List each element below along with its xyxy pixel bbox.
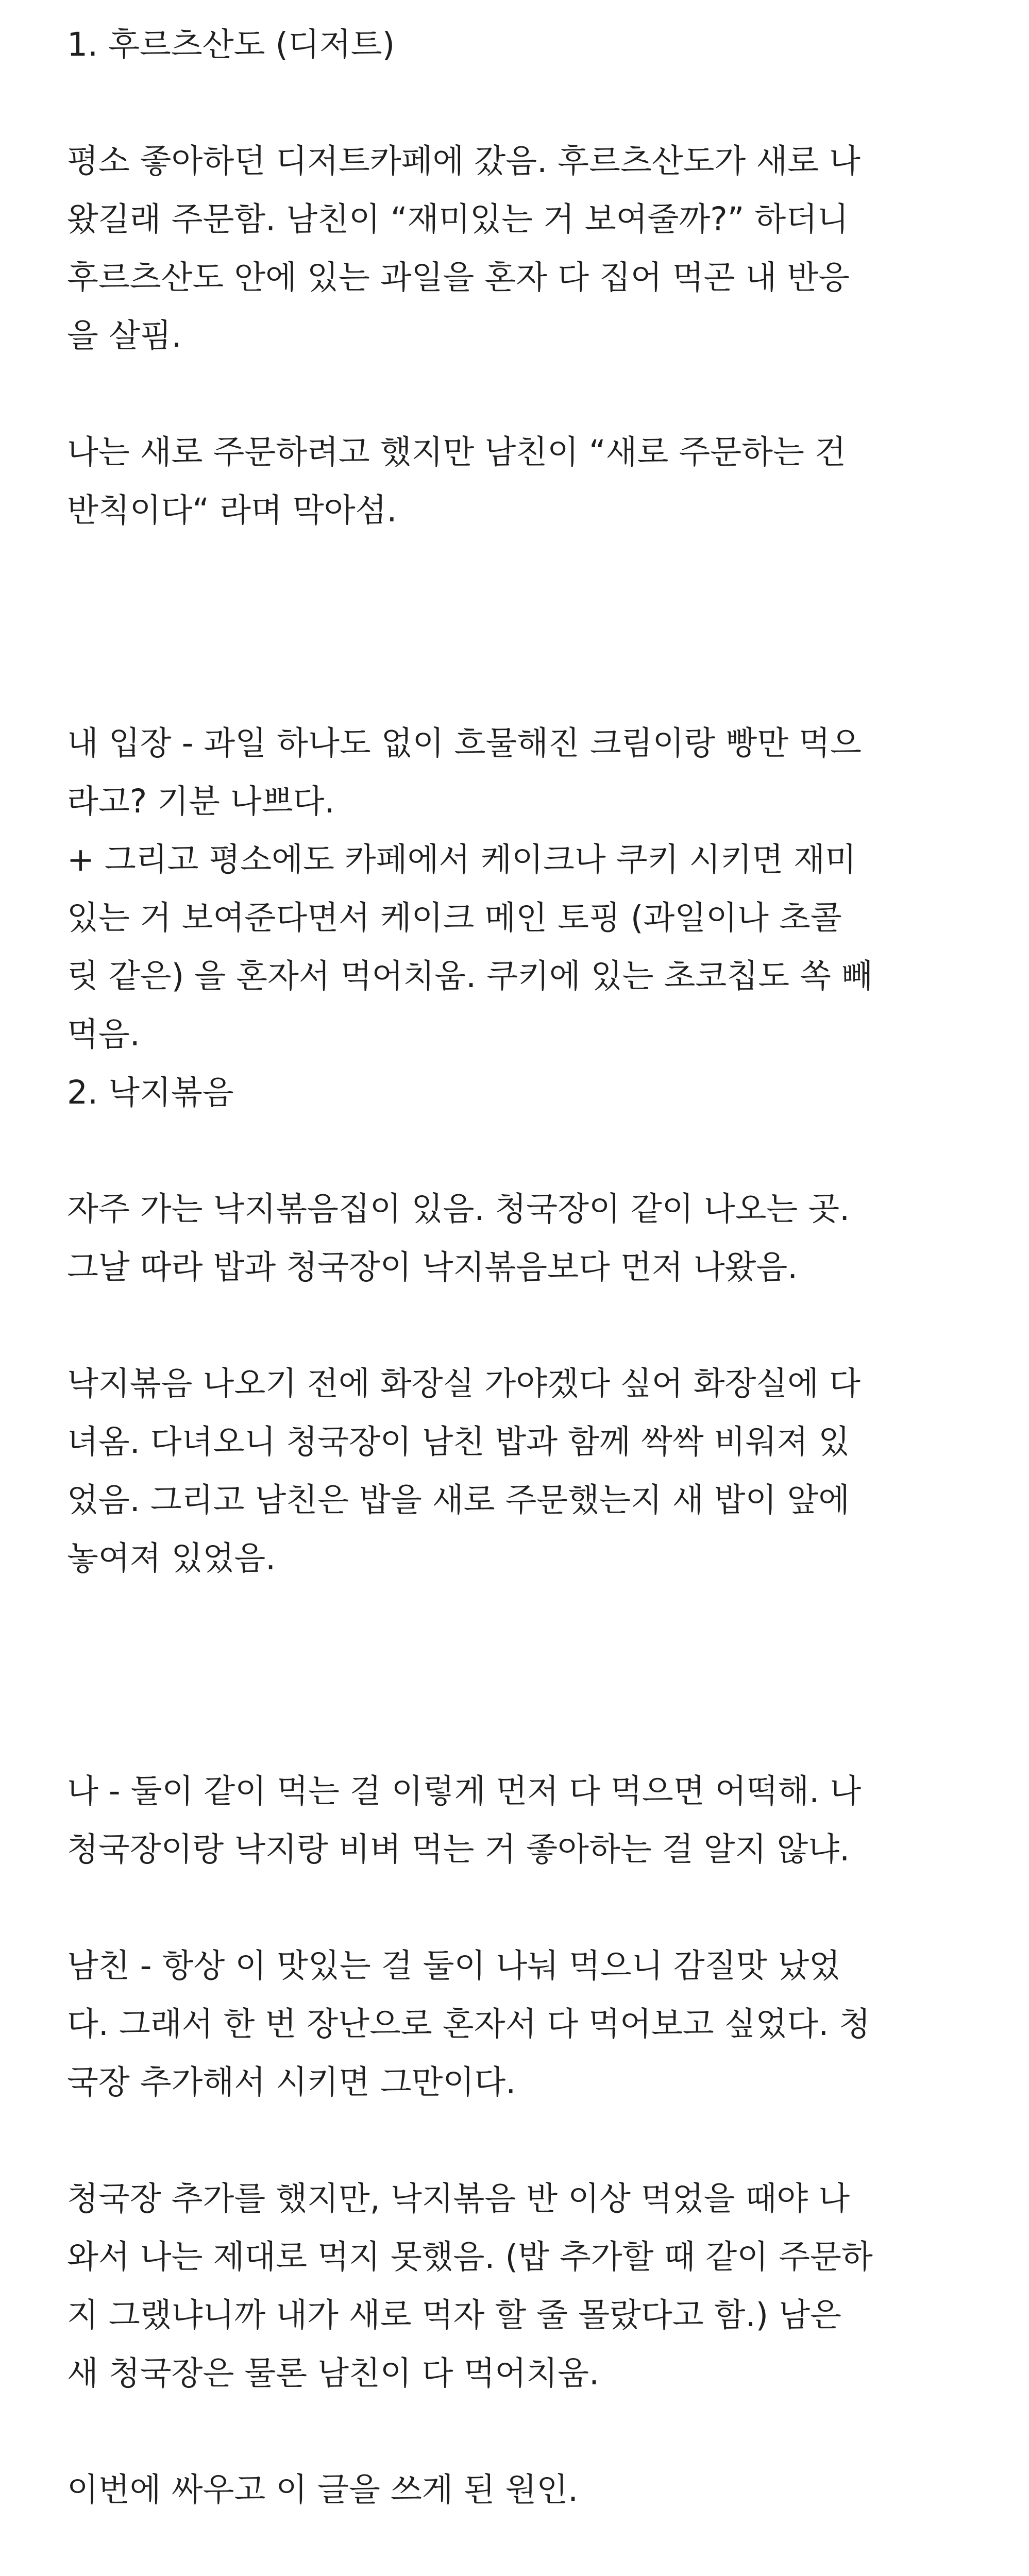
text-line: 청국장이랑 낙지랑 비벼 먹는 거 좋아하는 걸 알지 않냐. — [67, 1831, 850, 1868]
text-line: 내 입장 - 과일 하나도 없이 흐물해진 크림이랑 빵만 먹으 — [67, 724, 862, 762]
text-line: 왔길래 주문함. 남친이 “재미있는 거 보여줄까?” 하더니 — [67, 200, 849, 238]
text-line: 후르츠산도 안에 있는 과일을 혼자 다 집어 먹곤 내 반응 — [67, 259, 850, 296]
paragraph — [67, 423, 962, 539]
text-line: 을 살핌. — [67, 317, 182, 354]
text-line: 나는 새로 주문하려고 했지만 남친이 “새로 주문하는 건 — [67, 433, 846, 471]
text-line: + 그리고 평소에도 카페에서 케이크나 쿠키 시키면 재미 — [67, 841, 856, 878]
text-line: 와서 나는 제대로 먹지 못했음. (밥 추가할 때 같이 주문하 — [67, 2238, 873, 2276]
text-line: 반칙이다“ 라며 막아섬. — [67, 492, 397, 529]
paragraph — [67, 2170, 962, 2402]
text-line: 다. 그래서 한 번 장난으로 혼자서 다 먹어보고 싶었다. 청 — [67, 2005, 871, 2043]
text-line: 라고? 기분 나쁘다. — [67, 783, 335, 820]
text-line: 새 청국장은 물론 남친이 다 먹어치움. — [67, 2354, 600, 2392]
text-line: 1. 후르츠산도 (디저트) — [67, 26, 395, 63]
text-line: 놓여져 있었음. — [67, 1539, 276, 1577]
text-line: 청국장 추가를 했지만, 낙지볶음 반 이상 먹었을 때야 나 — [67, 2180, 850, 2217]
text-line: 나 - 둘이 같이 먹는 걸 이렇게 먼저 다 먹으면 어떡해. 나 — [67, 1772, 862, 1810]
paragraph — [67, 714, 962, 1122]
paragraph — [67, 2461, 962, 2519]
text-line: 이번에 싸우고 이 글을 쓰게 된 원인. — [67, 2471, 579, 2509]
section-title-nakji: 2. 낙지볶음 — [67, 1074, 234, 1111]
text-line: 있는 거 보여준다면서 케이크 메인 토핑 (과일이나 초콜 — [67, 899, 842, 937]
text-line: 지 그랬냐니까 내가 새로 먹자 할 줄 몰랐다고 함.) 남은 — [67, 2296, 841, 2334]
text-line: 남친 - 항상 이 맛있는 걸 둘이 나눠 먹으니 감질맛 났었 — [67, 1947, 841, 1985]
text-line: 그날 따라 밥과 청국장이 낙지볶음보다 먼저 나왔음. — [67, 1248, 798, 1286]
paragraph — [67, 132, 962, 365]
paragraph — [67, 1762, 962, 1878]
paragraph — [67, 1354, 962, 1587]
paragraph — [67, 1180, 962, 1296]
section-title-fruit-sando — [67, 15, 962, 74]
text-line: 자주 가는 낙지볶음집이 있음. 청국장이 같이 나오는 곳. — [67, 1190, 850, 1228]
text-line: 녀옴. 다녀오니 청국장이 남친 밥과 함께 싹싹 비워져 있 — [67, 1423, 850, 1461]
text-line: 낙지볶음 나오기 전에 화장실 가야겠다 싶어 화장실에 다 — [67, 1365, 861, 1402]
paragraph — [67, 1937, 962, 2111]
text-line: 평소 좋아하던 디저트카페에 갔음. 후르츠산도가 새로 나 — [67, 142, 861, 180]
text-line: 국장 추가해서 시키면 그만이다. — [67, 2063, 516, 2101]
text-line: 릿 같은) 을 혼자서 먹어치움. 쿠키에 있는 초코칩도 쏙 빼 — [67, 957, 873, 995]
text-line: 먹음. — [67, 1015, 140, 1053]
text-line: 었음. 그리고 남친은 밥을 새로 주문했는지 새 밥이 앞에 — [67, 1481, 850, 1519]
